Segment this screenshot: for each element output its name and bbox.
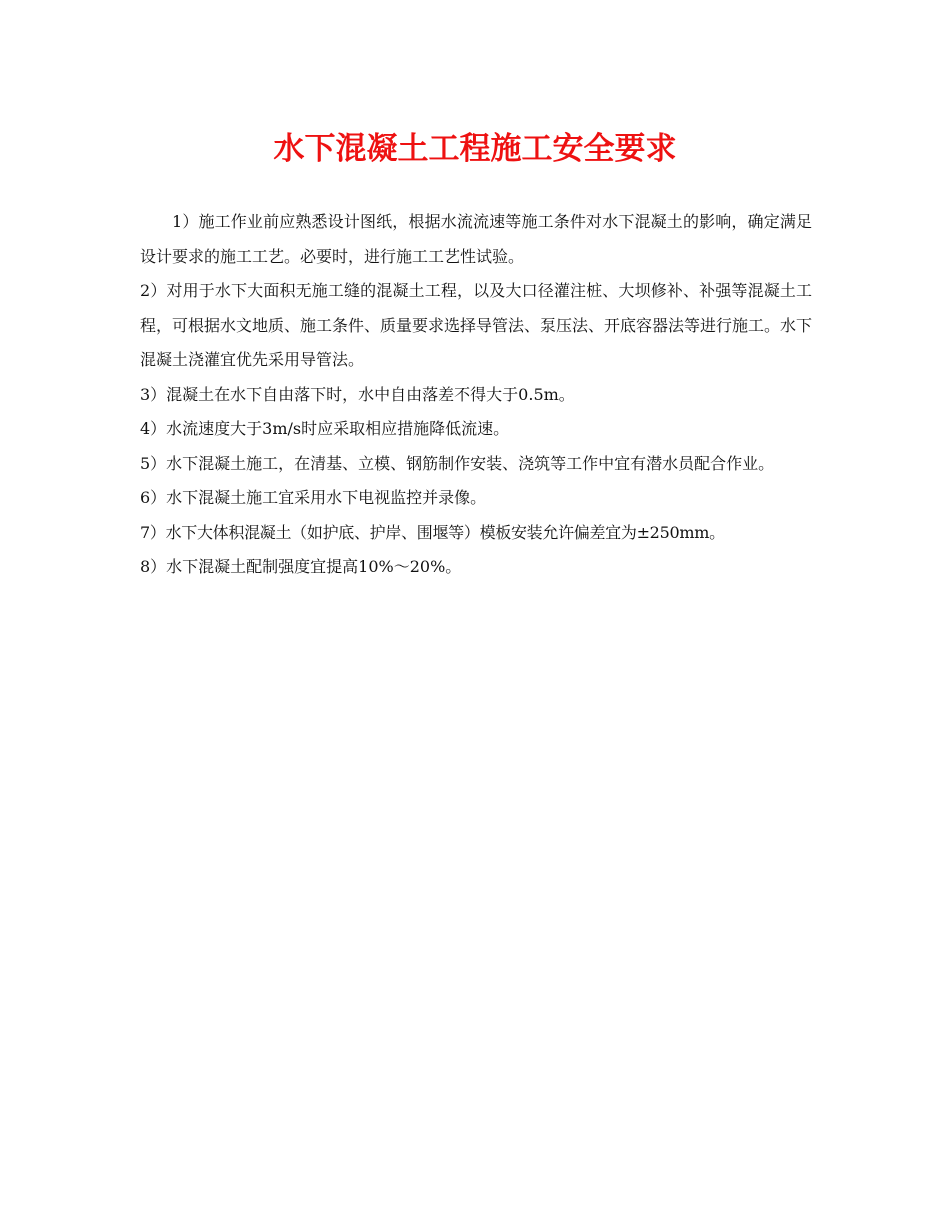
paragraph-8: 8）水下混凝土配制强度宜提高10%～20%。 — [140, 557, 462, 576]
document-title: 水下混凝土工程施工安全要求 — [273, 131, 677, 167]
paragraph-1: 1）施工作业前应熟悉设计图纸，根据水流流速等施工条件对水下混凝土的影响，确定满足设计要求的施工工艺。必要时，进行施工工艺性试验。 — [140, 212, 812, 266]
document-body — [140, 205, 812, 585]
paragraph-5: 5）水下混凝土施工，在清基、立模、钢筋制作安装、浇筑等工作中宜有潜水员配合作业。 — [140, 453, 775, 473]
paragraph-4: 4）水流速度大于3m/s时应采取相应措施降低流速。 — [140, 419, 510, 438]
paragraph-7: 7）水下大体积混凝土（如护底、护岸、围堰等）模板安装允许偏差宜为±250mm。 — [140, 522, 725, 542]
paragraph-2: 2）对用于水下大面积无施工缝的混凝土工程，以及大口径灌注桩、大坝修补、补强等混凝土工程，可根据水文地质、施工条件、质量要求选择导管法、泵压法、开底容器法等进行施工。水下混凝土浇灌宜优先采用导管法。 — [140, 281, 813, 369]
paragraph-3: 3）混凝土在水下自由落下时，水中自由落差不得大于0.5m。 — [140, 384, 575, 404]
paragraph-6: 6）水下混凝土施工宜采用水下电视监控并录像。 — [140, 488, 487, 507]
